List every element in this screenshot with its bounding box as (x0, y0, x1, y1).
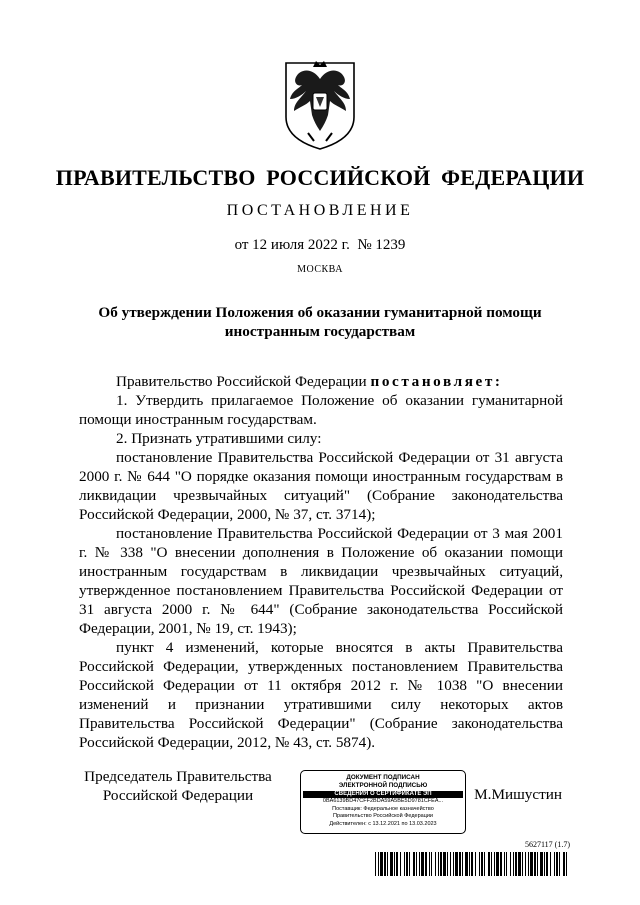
barcode-bar (540, 852, 543, 876)
barcode-bar (510, 852, 511, 876)
barcode-bar (419, 852, 420, 876)
barcode-bar (396, 852, 398, 876)
barcode-bar (504, 852, 505, 876)
paragraph-1: 1. Утвердить прилагаемое Положение об оказании гуманитарной помощи иностранным государствам. (79, 392, 563, 428)
barcode-bar (534, 852, 536, 876)
barcode-bar (431, 852, 432, 876)
barcode-bar (375, 852, 376, 876)
barcode-bar (563, 852, 565, 876)
government-title: ПРАВИТЕЛЬСТВО РОССИЙСКОЙ ФЕДЕРАЦИИ (55, 165, 585, 190)
barcode-bar (491, 852, 492, 876)
title-line-1: Об утверждении Положения об оказании гуманитарной помощи (98, 304, 542, 321)
barcode-bar (450, 852, 451, 876)
barcode-bar (554, 852, 555, 876)
barcode-bar (421, 852, 424, 876)
barcode-bar (550, 852, 551, 876)
barcode-bar (404, 852, 405, 876)
stamp-line-2: ЭЛЕКТРОННОЙ ПОДПИСЬЮ (338, 782, 428, 789)
barcode-bar (440, 852, 442, 876)
barcode-bar (378, 852, 379, 876)
paragraph-repealed-2012: пункт 4 изменений, которые вносятся в акты Правительства Российской Федерации, утвержденных постановлением Правительства Российской Федерации от 11 октября 2012 г. № 1038 "О внесении изменений и признании утратившими силу некоторых актов Правительства Российской Федерации" (Собрание законодательства Российской Федерации, 2012, № 43, ст. 5874). (79, 639, 563, 751)
barcode-bar (390, 852, 393, 876)
barcode-bar (443, 852, 446, 876)
barcode-bar (522, 852, 523, 876)
barcode-bar (530, 852, 533, 876)
date-and-number: от 12 июля 2022 г. № 1239 (234, 237, 406, 253)
barcode-bar (566, 852, 567, 876)
barcode-bar (469, 852, 470, 876)
barcode-bar (515, 852, 517, 876)
barcode-bar (462, 852, 463, 876)
paragraph-repealed-2000: постановление Правительства Российской Федерации от 31 августа 2000 г. № 644 "О порядке оказания помощи иностранным государствам в ликвидации чрезвычайных ситуаций" (Собрание законодательства Российской Федерации, 2000, № 37, ст. 3714); (79, 449, 563, 523)
barcode-bar (429, 852, 430, 876)
barcode-bar (459, 852, 461, 876)
barcode-bar (435, 852, 436, 876)
barcode-bar (406, 852, 408, 876)
barcode-bar (400, 852, 401, 876)
barcode-bar (496, 852, 499, 876)
barcode-bar (559, 852, 560, 876)
barcode-bar (380, 852, 383, 876)
barcode-bar (481, 852, 483, 876)
barcode-bar (453, 852, 454, 876)
document-code: 5627117 (1.7) (524, 840, 570, 849)
document-title (90, 303, 550, 341)
stamp-validity: Действителен: с 13.12.2021 по 13.03.2023 (329, 820, 437, 827)
barcode-bar (384, 852, 386, 876)
barcode-bar (544, 852, 545, 876)
paragraph-2: 2. Признать утратившими силу: (116, 430, 322, 447)
barcode-bar (546, 852, 548, 876)
stamp-owner: Правительство Российской Федерации (333, 813, 433, 819)
barcode-bar (438, 852, 439, 876)
barcode-bar (455, 852, 458, 876)
document-type: ПОСТАНОВЛЕНИЕ (226, 202, 414, 219)
document-body (79, 372, 563, 752)
barcode-bar (537, 852, 538, 876)
barcode-bar (556, 852, 558, 876)
barcode-bar (506, 852, 507, 876)
barcode-bar (413, 852, 415, 876)
barcode-bar (465, 852, 468, 876)
stamp-certificate-id: 0BA6139BD47CFF2BDA59A5BE5D9781CFEA... (322, 798, 444, 804)
barcode-bar (425, 852, 427, 876)
barcode-bar (409, 852, 410, 876)
signer-position (78, 767, 278, 805)
barcode-bar (471, 852, 473, 876)
barcode-bar (484, 852, 485, 876)
barcode-bar (479, 852, 480, 876)
stamp-line-1: ДОКУМЕНТ ПОДПИСАН (346, 774, 420, 781)
intro-paragraph (79, 372, 563, 391)
stamp-certificate-band: СВЕДЕНИЯ О СЕРТИФИКАТЕ ЭП (303, 791, 463, 798)
signer-position-line-2: Российской Федерации (102, 787, 254, 804)
signer-position-line-1: Председатель Правительства (84, 768, 272, 785)
paragraph-repealed-2001: постановление Правительства Российской Федерации от 3 мая 2001 г. № 338 "О внесении дополнения в Положение об оказании помощи иностранным государствам в ликвидации чрезвычайных ситуаций, утвержденное постановлением Правительства Российской Федерации от 31 августа 2000 г. № 644" (Собрание законодательства Российской Федерации, 2001, № 19, ст. 1943); (79, 525, 563, 637)
barcode-bar (518, 852, 521, 876)
barcode-bar (528, 852, 529, 876)
electronic-signature-stamp (300, 770, 466, 834)
signer-name: М.Мишустин (474, 786, 562, 803)
barcode-bar (447, 852, 448, 876)
decree-word: постановляет: (370, 373, 503, 390)
barcode-icon (375, 852, 567, 876)
city-name: МОСКВА (297, 264, 343, 275)
barcode-bar (416, 852, 417, 876)
barcode-bar (513, 852, 514, 876)
barcode-bar (475, 852, 476, 876)
barcode-bar (394, 852, 395, 876)
title-line-2: иностранным государствам (224, 323, 416, 340)
barcode-bar (494, 852, 495, 876)
barcode-bar (500, 852, 502, 876)
barcode-bar (525, 852, 526, 876)
double-headed-eagle-icon (280, 55, 360, 151)
barcode-bar (488, 852, 490, 876)
stamp-issuer: Поставщик: Федеральное казначейство (332, 805, 434, 812)
intro-text: Правительство Российской Федерации (116, 373, 367, 390)
coat-of-arms-emblem (280, 55, 360, 151)
barcode-bar (387, 852, 388, 876)
barcode (375, 852, 567, 876)
